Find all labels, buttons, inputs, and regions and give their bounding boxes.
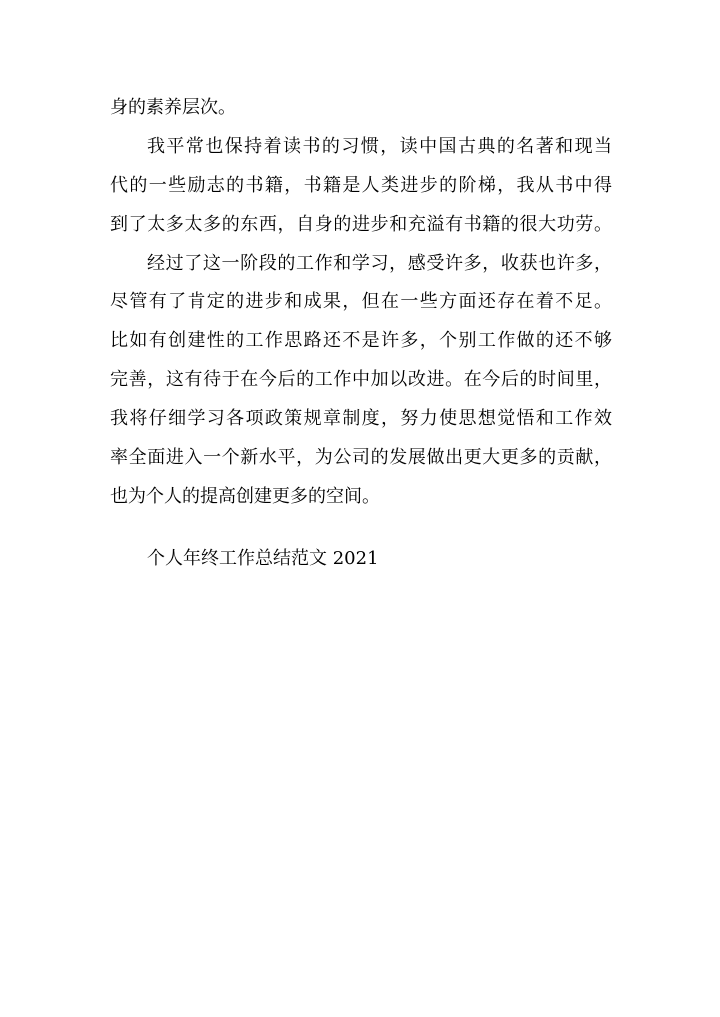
- body-text: [110, 89, 612, 517]
- paragraph-3-line-7: 也为个人的提高创建更多的空间。: [110, 485, 380, 507]
- section-title: 个人年终工作总结范文 2021: [147, 548, 379, 569]
- paragraph-2-line-1: 我平常也保持着读书的习惯，读中国古典的名著和现当: [147, 135, 612, 157]
- paragraph-3-line-4: 完善，这有待于在今后的工作中加以改进。在今后的时间里，: [110, 369, 612, 391]
- paragraph-3-line-5: 我将仔细学习各项政策规章制度，努力使思想觉悟和工作效: [110, 408, 612, 430]
- paragraph-3-line-2: 尽管有了肯定的进步和成果，但在一些方面还存在着不足。: [110, 291, 612, 313]
- paragraph-3-line-6: 率全面进入一个新水平，为公司的发展做出更大更多的贡献，: [110, 447, 612, 469]
- paragraph-2-line-3: 到了太多太多的东西，自身的进步和充溢有书籍的很大功劳。: [110, 213, 612, 235]
- paragraph-1-line-1: 身的素养层次。: [110, 97, 236, 118]
- paragraph-2-line-2: 代的一些励志的书籍，书籍是人类进步的阶梯，我从书中得: [110, 174, 612, 196]
- paragraph-3-line-3: 比如有创建性的工作思路还不是许多，个别工作做的还不够: [110, 330, 612, 352]
- paragraph-3-line-1: 经过了这一阶段的工作和学习，感受许多，收获也许多，: [147, 252, 612, 274]
